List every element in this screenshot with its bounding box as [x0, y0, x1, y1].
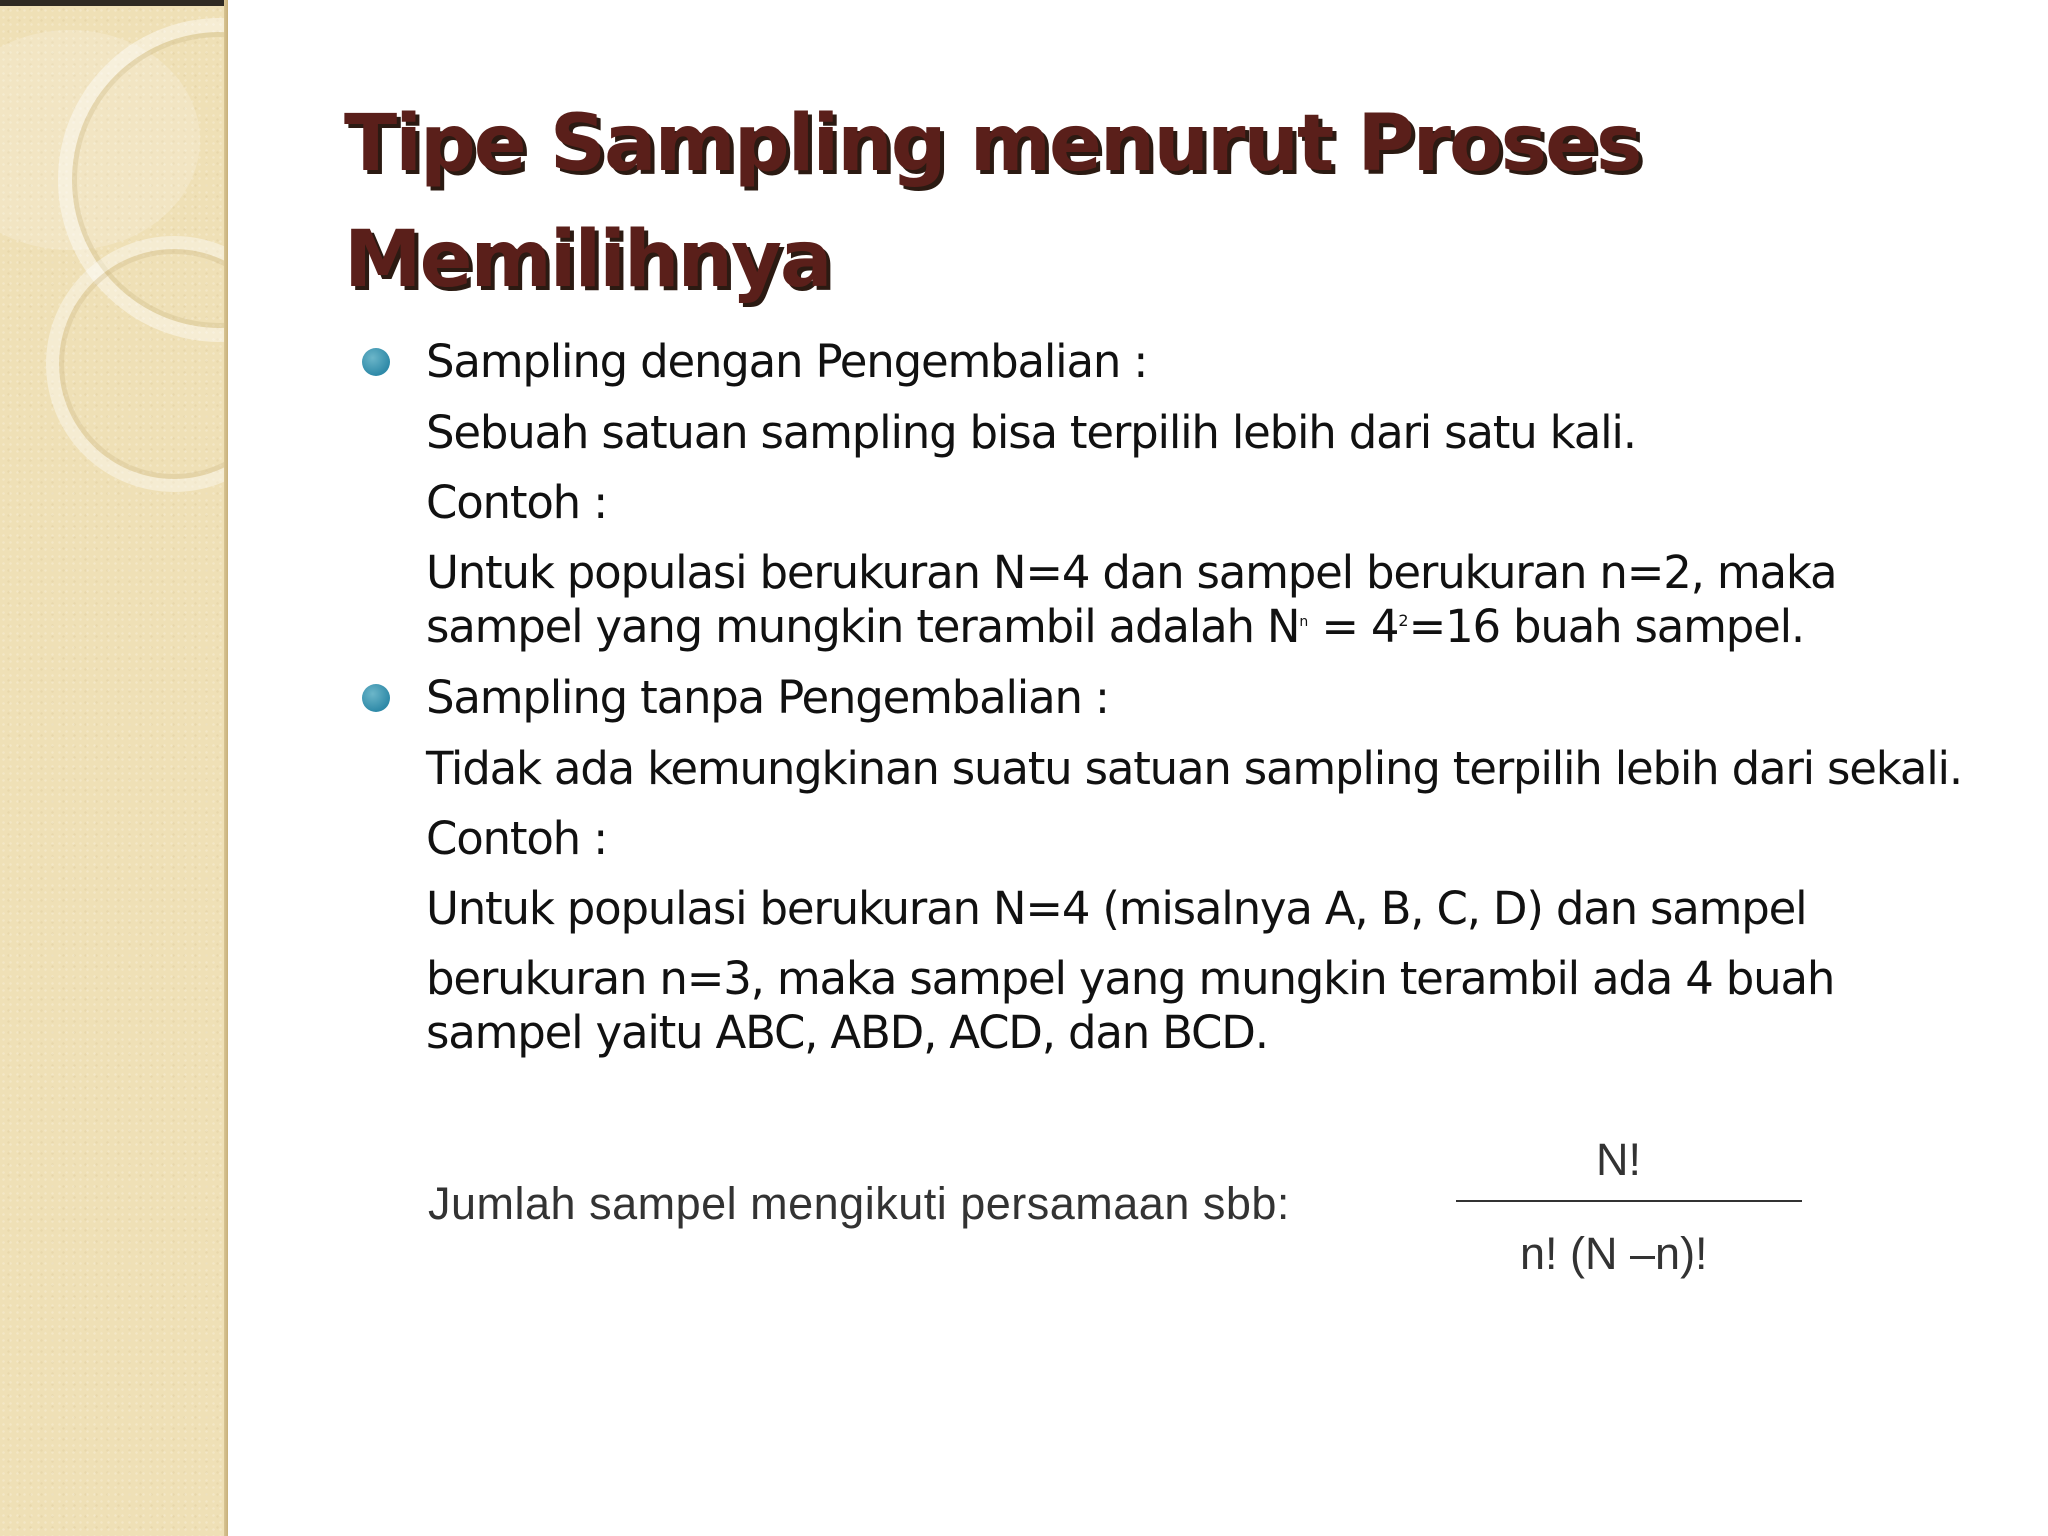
example-text-mid: = 4: [1308, 600, 1399, 653]
example-label: Contoh :: [426, 812, 608, 865]
bullet-item-with-replacement: [362, 334, 1982, 390]
bullet-heading: Sampling tanpa Pengembalian :: [426, 671, 1109, 724]
ring-decoration-lower: [46, 236, 228, 492]
bullet-item-without-replacement: [362, 670, 1982, 726]
formula-numerator: N!: [1596, 1134, 1641, 1185]
example-text-prefix: Untuk populasi berukuran N=4 dan sampel berukuran n=2, maka sampel yang mungkin terambil adalah N: [426, 546, 1837, 653]
bullet-heading: Sampling dengan Pengembalian :: [426, 335, 1148, 388]
example-text-suffix: =16 buah sampel.: [1408, 600, 1805, 653]
example-text-line: berukuran n=3, maka sampel yang mungkin terambil ada 4 buah sampel yaitu ABC, ABD, ACD, dan BCD.: [426, 952, 1835, 1059]
bullet-description: Tidak ada kemungkinan suatu satuan sampling terpilih lebih dari sekali.: [426, 742, 1962, 795]
exponent-n: n: [1299, 614, 1309, 630]
example-label: Contoh :: [426, 476, 608, 529]
bullet-description: Sebuah satuan sampling bisa terpilih lebih dari satu kali.: [426, 406, 1636, 459]
fraction-bar: [1456, 1200, 1802, 1202]
panel-top-strip: [0, 0, 228, 6]
example-text-line: Untuk populasi berukuran N=4 (misalnya A, B, C, D) dan sampel: [426, 882, 1807, 935]
bullet-dot-icon: [362, 348, 390, 376]
slide-body: [362, 334, 1982, 1076]
slide-title: Tipe Sampling menurut Proses Memilihnya: [344, 99, 1641, 305]
exponent-2: 2: [1398, 611, 1409, 630]
panel-edge: [224, 0, 228, 1536]
example-text: [362, 546, 1982, 654]
formula-denominator: n! (N –n)!: [1520, 1228, 1708, 1279]
bullet-dot-icon: [362, 684, 390, 712]
decorative-side-panel: [0, 0, 228, 1536]
formula-label: Jumlah sampel mengikuti persamaan sbb:: [428, 1178, 1290, 1229]
